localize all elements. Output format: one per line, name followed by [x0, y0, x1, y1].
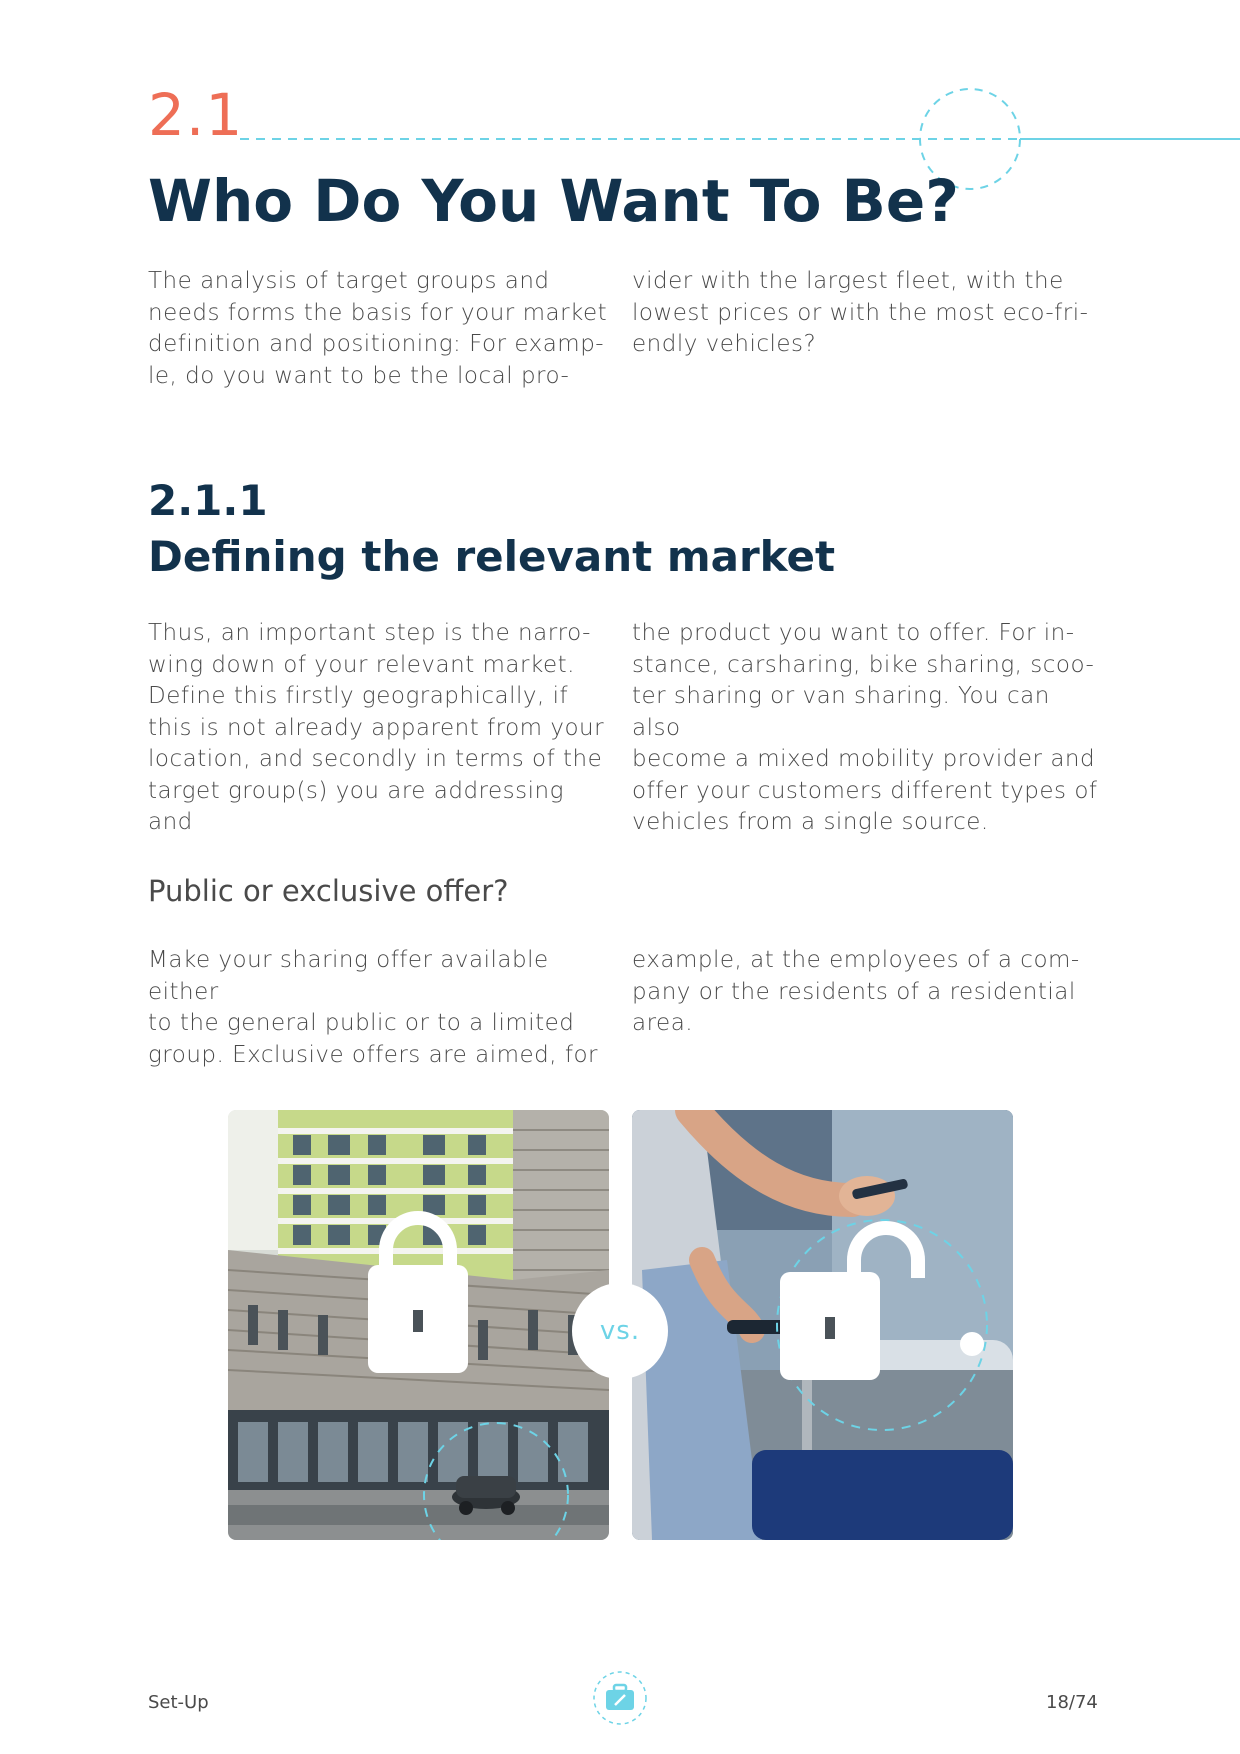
- intro-text-left: The analysis of target groups and needs forms the basis for your market definition and positioning: For examp- le, do you want to be the local pro-: [148, 268, 608, 389]
- footer-page-number: 18/74: [1046, 1692, 1098, 1713]
- vs-badge: vs.: [572, 1283, 668, 1379]
- subsection-title: Defining the relevant market: [148, 532, 836, 581]
- toolbox-icon: [590, 1668, 650, 1728]
- subsection-number: 2.1.1: [148, 476, 268, 525]
- page-title: Who Do You Want To Be?: [148, 167, 959, 235]
- footer-section-label: Set-Up: [148, 1692, 209, 1713]
- offer-heading: Public or exclusive offer?: [148, 874, 509, 908]
- section-number: 2.1: [148, 81, 244, 149]
- person-phone-photo: [632, 1110, 1013, 1540]
- market-text-left: Thus, an important step is the narro- wing down of your relevant market. Define this firstly geographically, if this is not already apparent from your location, and secondly in terms of the target group(s) you are addressing and: [148, 620, 605, 835]
- intro-text-right: vider with the largest fleet, with the lowest prices or with the most eco-fri- endly vehicles?: [632, 268, 1089, 357]
- market-text-right: the product you want to offer. For in- stance, carsharing, bike sharing, scoo- ter sharing or van sharing. You can also become a mixed mobility provider and offer your customers different types of vehicles from a single source.: [632, 620, 1098, 835]
- offer-text-right: example, at the employees of a com- pany or the residents of a residential area.: [632, 947, 1080, 1036]
- offer-text-left: Make your sharing offer available either to the general public or to a limited group. Exclusive offers are aimed, for: [148, 947, 598, 1068]
- residential-building-photo: [228, 1110, 609, 1540]
